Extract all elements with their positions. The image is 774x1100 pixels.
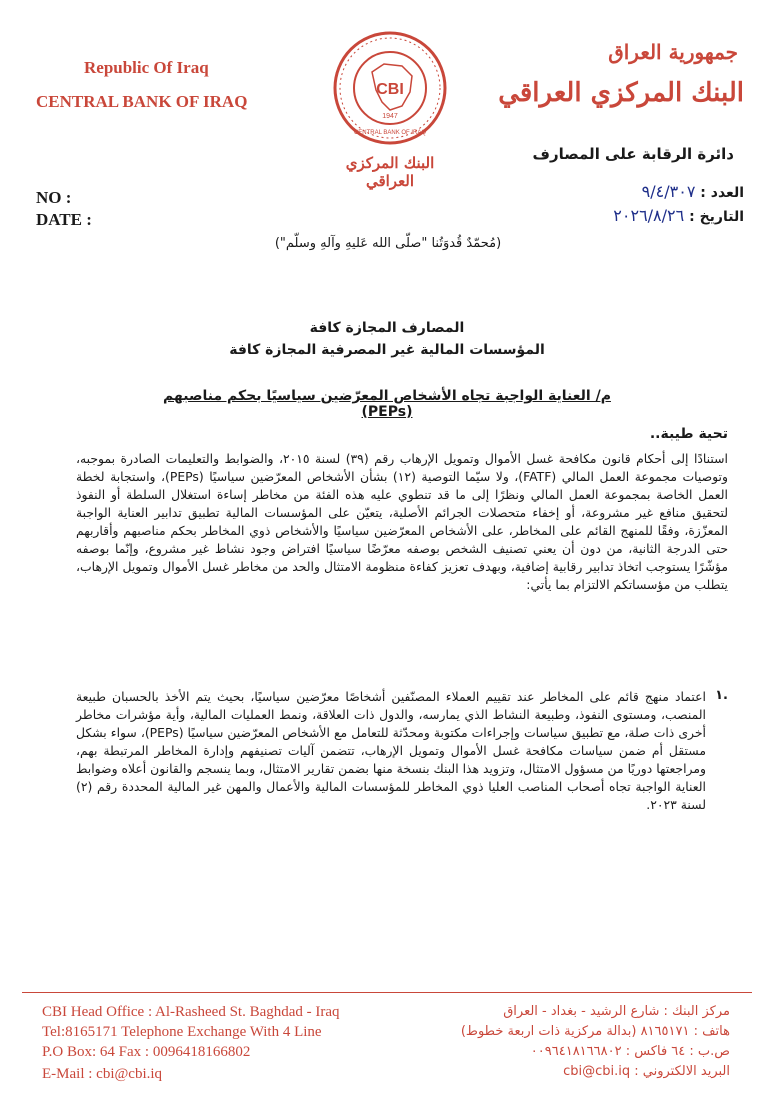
- reference-value: ٩/٤/٣٠٧: [641, 182, 696, 201]
- date-label: DATE :: [36, 210, 92, 229]
- footer-fax-ar: ص.ب : ٦٤ فاكس : ٠٠٩٦٤١٨١٦٦٨٠٢: [530, 1044, 730, 1059]
- subject-line: م/ العناية الواجبة تجاه الأشخاص المعرّضين سياسيًا بحكم مناصبهم (PEPs): [163, 388, 611, 420]
- logo-ar-caption: البنك المركزي العراقي: [345, 154, 435, 190]
- footer-email-en: E-Mail : cbi@cbi.iq: [42, 1066, 163, 1082]
- department-name: دائرة الرقابة على المصارف: [532, 145, 734, 163]
- footer-phone-ar: هاتف : ٨١٦٥١٧١ (بدالة مركزية ذات اربعة خطوط): [460, 1024, 730, 1039]
- reference-number-line: [642, 182, 744, 201]
- reference-label: العدد :: [700, 185, 744, 201]
- footer-email-ar: البريد الالكتروني : cbi@cbi.iq: [563, 1064, 730, 1079]
- no-label: NO :: [36, 188, 72, 207]
- republic-en-title: Republic Of Iraq: [84, 58, 209, 77]
- cbi-logo-seal: [332, 30, 448, 146]
- body-paragraph: استنادًا إلى أحكام قانون مكافحة غسل الأموال وتمويل الإرهاب رقم (٣٩) لسنة ٢٠١٥، والضوابط والتعليمات الصادرة بموجبه، وتوصيات مجموعة العمل المالي (FATF)، ولا سيّما التوصية (١٢) بشأن الأشخاص المعرّضين سياسيًا (PEPs)، واستجابة لخطة العمل الخاصة بمجموعة العمل المالي ونظرًا إلى ما قد تنطوي عليه هذه الفئة من مخاطر إساءة استغلال السلطة أو النفوذ لتحقيق منافع غير مشروعة، أو إخفاء متحصلات الجرائم الأصلية، يتعيّن على المؤسسات المالية تطبيق تدابير العناية الواجبة المعزّزة، وفقًا للمنهج القائم على المخاطر، على الأشخاص المعرّضين سياسيًا والأشخاص ذوي المخاطر بحكم مناصبهم وأقاربهم حتى الدرجة الثانية، من دون أن يعني تصنيف الشخص بوصفه معرّضًا سياسيًا افتراض وجود نشاط غير مشروع، وإنّما بوصفه مؤشّرًا يستوجب اتخاذ تدابير رقابية إضافية، وبهدف تعزيز كفاءة منظومة الامتثال والحد من مخاطر غسل الأموال وتمويل الإرهاب، يتطلب من مؤسساتكم الالتزام بما يأتي:: [76, 451, 728, 592]
- logo-center-text: CBI: [376, 81, 404, 98]
- republic-ar-title: جمهورية العراق: [608, 40, 738, 64]
- greeting: تحية طيبة..: [649, 426, 728, 442]
- bank-ar-title: البنك المركزي العراقي: [498, 78, 744, 108]
- footer-address-en: CBI Head Office : Al-Rasheed St. Baghdad - Iraq: [42, 1004, 340, 1020]
- date-line-ar: [613, 206, 744, 225]
- item-number: ١.: [715, 688, 728, 703]
- date-value: ٢٠٢٦/٨/٢٦: [613, 206, 685, 225]
- footer-fax-en: P.O Box: 64 Fax : 0096418166802: [42, 1044, 251, 1060]
- footer-address-ar: مركز البنك : شارع الرشيد - بغداد - العراق: [503, 1004, 730, 1019]
- salawat-line: (مُحمّدٌ قُدوَتُنا "صلّى الله عَليهِ وآلهِ وسلّم"): [274, 236, 502, 251]
- addressee-line: المؤسسات المالية غير المصرفية المجازة كافة: [229, 342, 545, 358]
- footer-phone-en: Tel:8165171 Telephone Exchange With 4 Line: [42, 1024, 322, 1040]
- numbered-item-text: اعتماد منهج قائم على المخاطر عند تقييم العملاء المصنّفين أشخاصًا معرّضين سياسيًا، بحيث يتم الأخذ بالحسبان طبيعة المنصب، ومستوى النفوذ، وطبيعة النشاط الذي يمارسه، والدول ذات العلاقة، ونمط العمليات المالية، وأية مؤشرات مخاطر أخرى ذات صلة، مع تطبيق سياسات وإجراءات مكتوبة ومحدّثة للتعامل مع الأشخاص المعرّضين سياسيًا (PEPs)، سواء بشكل مستقل أم ضمن سياسات مكافحة غسل الأموال وتمويل الإرهاب، تتضمن آليات تصنيفهم وإدارة المخاطر المرتبطة بهم، ومراجعتها دوريًا من مسؤول الامتثال، وتزويد هذا البنك بنسخة منها بضمن تقارير الامتثال، وبما ينسجم والقانون أعلاه وضوابط العناية الواجبة تجاه أصحاب المناصب العليا ذوي المخاطر للمؤسسات المالية والأعمال والمهن غير المالية المحددة رقم (٢) لسنة ٢٠٢٣.: [76, 689, 706, 812]
- footer-divider: [22, 992, 752, 993]
- bank-en-title: CENTRAL BANK OF IRAQ: [36, 92, 248, 111]
- logo-ring-text: CENTRAL BANK OF IRAQ: [353, 130, 427, 136]
- addressee-line: المصارف المجازة كافة: [309, 320, 465, 336]
- date-label-ar: التاريخ :: [689, 209, 744, 225]
- logo-year: 1947: [382, 113, 398, 120]
